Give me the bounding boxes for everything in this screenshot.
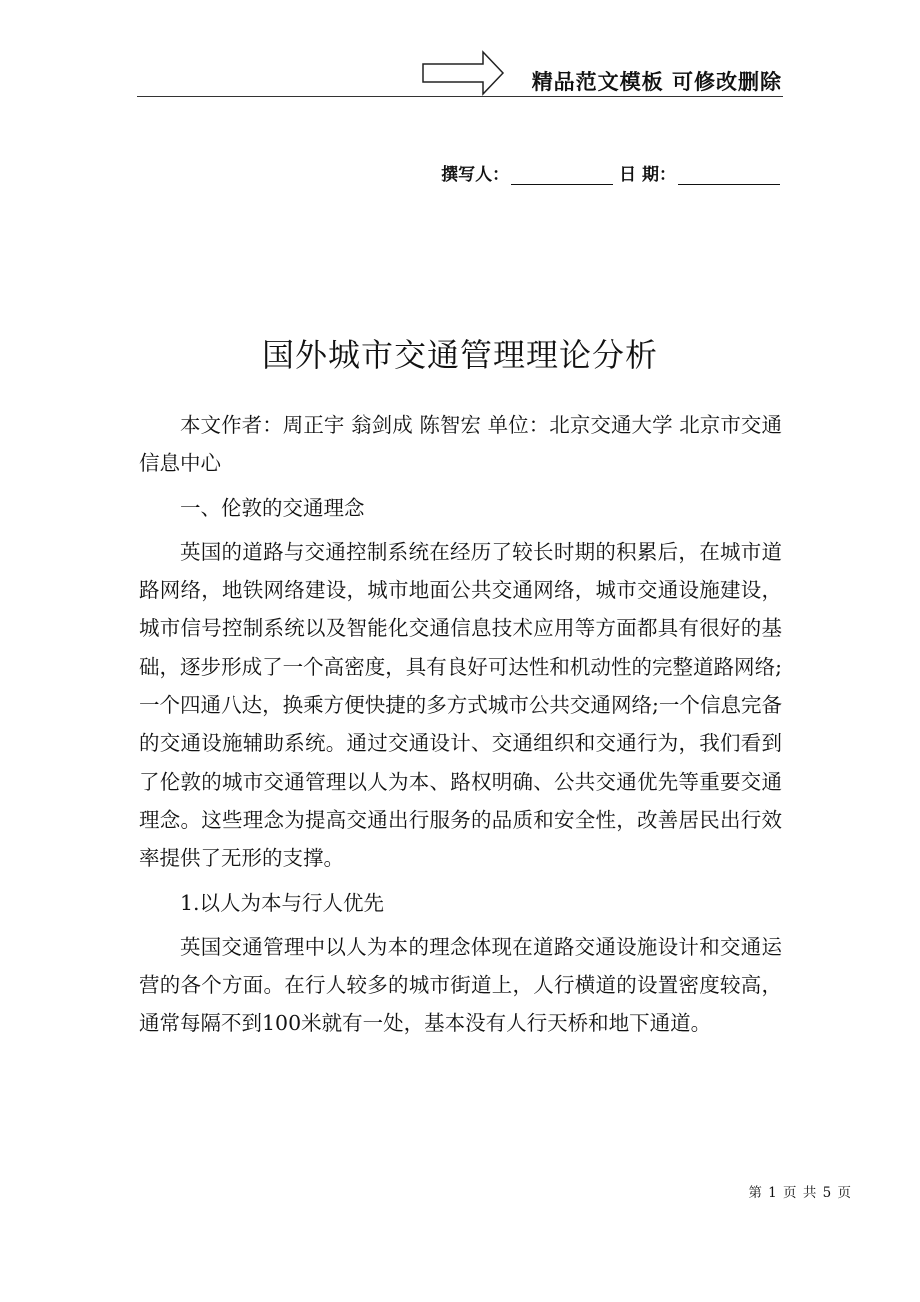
- date-label: 日 期：: [619, 165, 676, 185]
- body-paragraph: 英国的道路与交通控制系统在经历了较长时期的积累后，在城市道路网络，地铁网络建设，城市地面公共交通网络，城市交通设施建设，城市信号控制系统以及智能化交通信息技术应用等方面都具有很好的基础，逐步形成了一个高密度，具有良好可达性和机动性的完整道路网络;一个四通八达，换乘方便快捷的多方式城市公共交通网络;一个信息完备的交通设施辅助系统。通过交通设计、交通组织和交通行为，我们看到了伦敦的城市交通管理以人为本、路权明确、公共交通优先等重要交通理念。这些理念为提高交通出行服务的品质和安全性，改善居民出行效率提供了无形的支撑。: [139, 539, 782, 871]
- author-label: 撰写人：: [441, 165, 510, 185]
- subsection-heading: 1.以人为本与行人优先: [180, 890, 385, 915]
- document-title: 国外城市交通管理理论分析: [261, 336, 658, 374]
- header-divider: [137, 96, 783, 97]
- arrow-icon: [421, 50, 505, 96]
- section-heading: 一、伦敦的交通理念: [180, 495, 365, 520]
- signature-line: [441, 160, 782, 185]
- author-blank-field[interactable]: [511, 166, 613, 185]
- document-body: [139, 406, 782, 1049]
- page-number: 第 1 页 共 5 页: [748, 1185, 852, 1201]
- author-paragraph: 本文作者：周正宇 翁剑成 陈智宏 单位：北京交通大学 北京市交通信息中心: [139, 413, 782, 476]
- date-blank-field[interactable]: [678, 166, 780, 185]
- body-paragraph: 英国交通管理中以人为本的理念体现在道路交通设施设计和交通运营的各个方面。在行人较多的城市街道上，人行横道的设置密度较高，通常每隔不到100米就有一处，基本没有人行天桥和地下通道。: [139, 934, 782, 1036]
- header-banner: 精品范文模板 可修改删除: [531, 70, 782, 94]
